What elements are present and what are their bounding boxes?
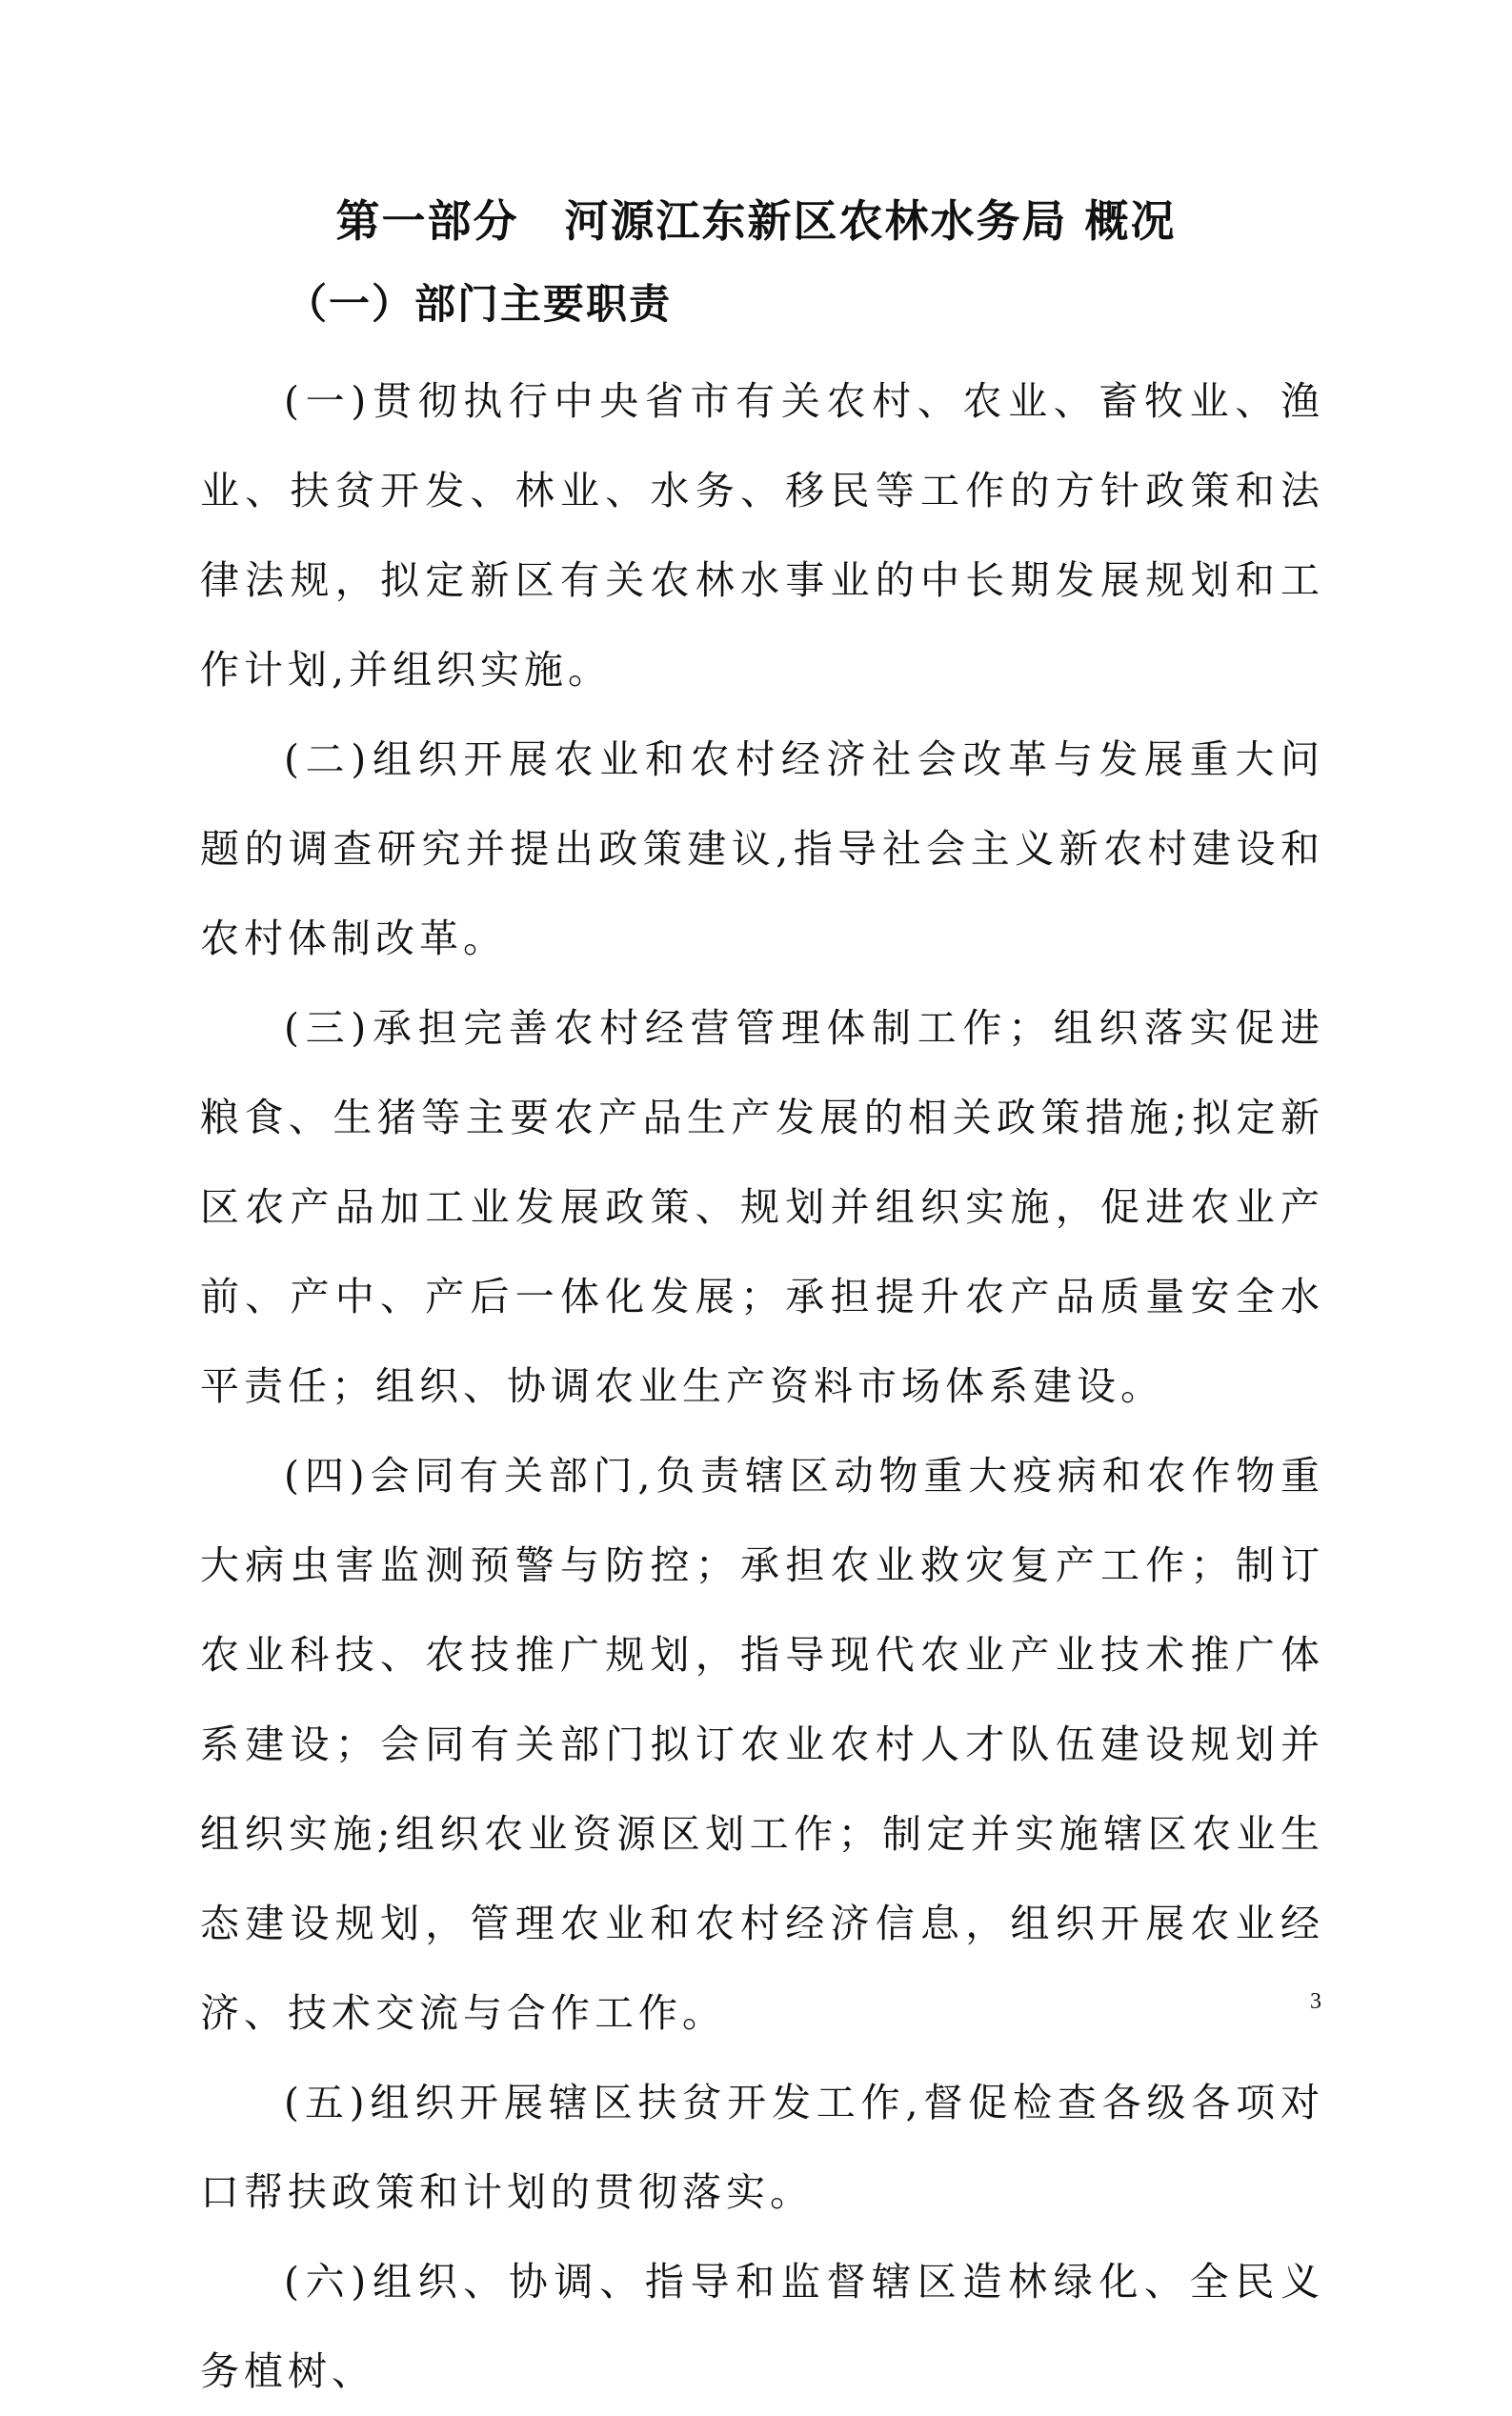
section-heading: （一）部门主要职责: [286, 281, 672, 329]
paragraph-duty-6: (六)组织、协调、指导和监督辖区造林绿化、全民义务植树、: [200, 2259, 1324, 2394]
document-title: 第一部分 河源江东新区农林水务局 概况: [335, 195, 1177, 247]
paragraph-duty-5: (五)组织开展辖区扶贫开发工作,督促检查各级各项对口帮扶政策和计划的贯彻落实。: [200, 2080, 1324, 2215]
paragraph-duty-2: (二)组织开展农业和农村经济社会改革与发展重大问题的调查研究并提出政策建议,指导社会主义新农村建设和农村体制改革。: [200, 736, 1324, 961]
page-number: 3: [1310, 1989, 1321, 2014]
paragraph-duty-3: (三)承担完善农村经营管理体制工作；组织落实促进粮食、生猪等主要农产品生产发展的相关政策措施;拟定新区农产品加工业发展政策、规划并组织实施，促进农业产前、产中、产后一体化发展；承担提升农产品质量安全水平责任；组织、协调农业生产资料市场体系建设。: [200, 1005, 1324, 1409]
paragraph-duty-4: (四)会同有关部门,负责辖区动物重大疫病和农作物重大病虫害监测预警与防控；承担农业救灾复产工作；制订农业科技、农技推广规划，指导现代农业产业技术推广体系建设；会同有关部门拟订农业农村人才队伍建设规划并组织实施;组织农业资源区划工作；制定并实施辖区农业生态建设规划，管理农业和农村经济信息，组织开展农业经济、技术交流与合作工作。: [200, 1453, 1324, 2036]
body-text: [200, 356, 1324, 2416]
paragraph-duty-1: (一)贯彻执行中央省市有关农村、农业、畜牧业、渔业、扶贫开发、林业、水务、移民等工作的方针政策和法律法规，拟定新区有关农林水事业的中长期发展规划和工作计划,并组织实施。: [200, 378, 1324, 693]
